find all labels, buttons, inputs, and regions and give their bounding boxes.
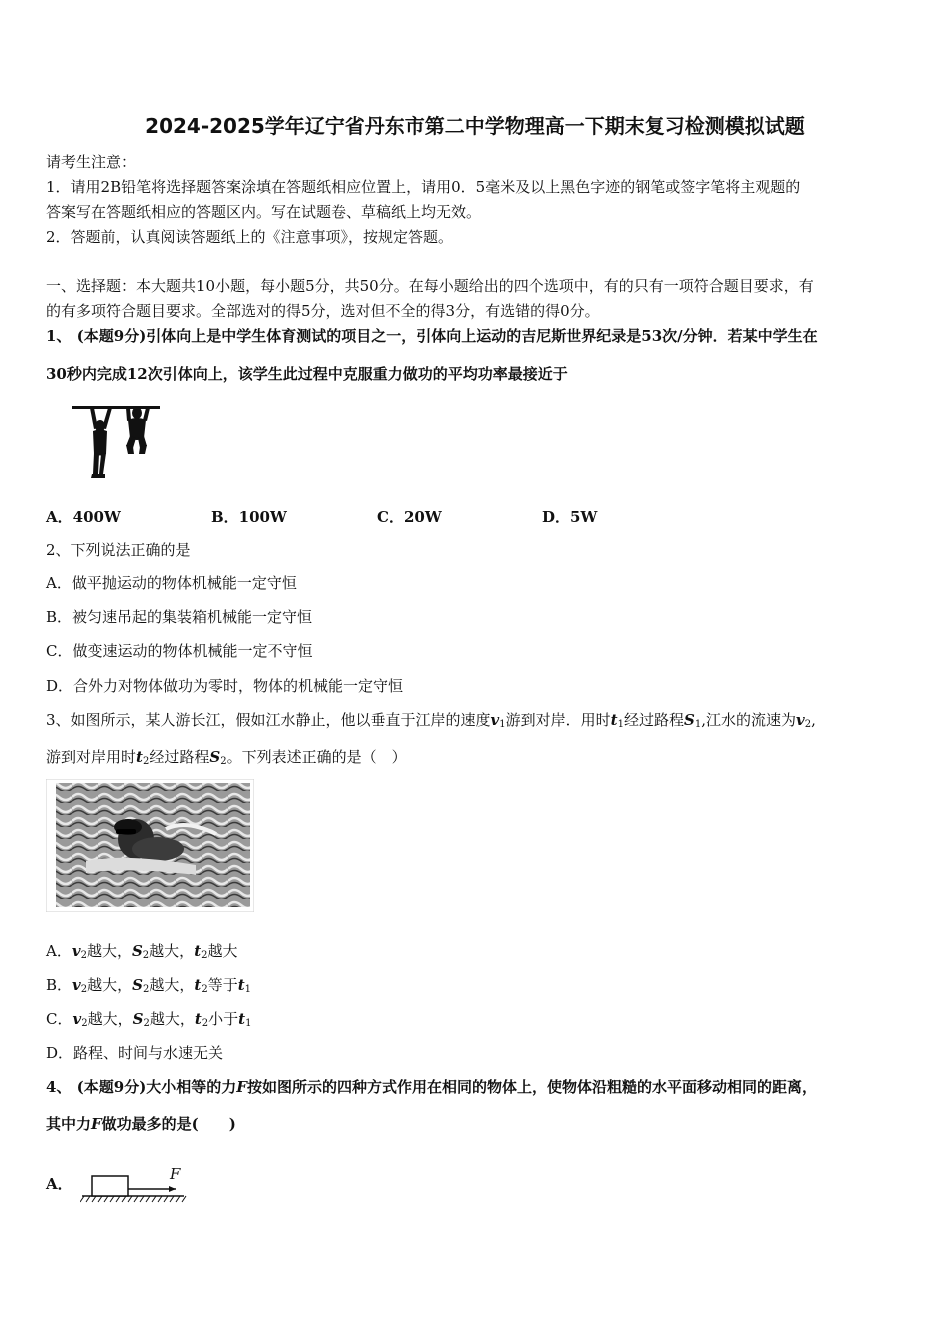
q3-l1-c: 经过路程 — [623, 711, 684, 729]
q3-b-ts: 2 — [201, 984, 208, 995]
q3-l1-t1: t — [610, 711, 618, 729]
q3-option-d[interactable]: D．路程、时间与水速无关 — [46, 1044, 224, 1062]
q3-l1-v1-sub: 1 — [499, 719, 506, 730]
q3-a-vs: 2 — [80, 950, 87, 961]
q3-c-S: S — [132, 1010, 144, 1028]
q3-option-b[interactable] — [46, 975, 251, 1000]
pullup-figure — [70, 398, 162, 484]
q3-b-S: S — [132, 976, 143, 994]
q3-c-v: v — [72, 1010, 82, 1028]
swimmer-photo — [46, 779, 254, 912]
q3-c-ts: 2 — [201, 1018, 209, 1029]
q3-l1-v2: v — [795, 711, 805, 729]
q3-option-c[interactable] — [46, 1009, 251, 1034]
q3-b-vs: 2 — [80, 984, 88, 995]
q4-l2-F: F — [91, 1115, 102, 1133]
q3-c-Ss: 2 — [143, 1018, 150, 1029]
page-title: 2024-2025学年辽宁省丹东市第二中学物理高一下期末复习检测模拟试题 — [145, 114, 805, 138]
q3-c-m2: 越大， — [149, 1010, 195, 1028]
q3-l2-a: 游到对岸用时 — [46, 748, 137, 766]
q2-option-b[interactable]: B．被匀速吊起的集装箱机械能一定守恒 — [46, 608, 313, 626]
q4-l2-b: 做功最多的是( ) — [101, 1115, 236, 1133]
q3-a-m3: 越大 — [207, 942, 238, 960]
q3-c-t: t — [194, 1010, 202, 1028]
q3-l2-t2-sub: 2 — [142, 756, 150, 767]
q3-c-t2s: 1 — [245, 1018, 252, 1029]
force-diagram-a — [80, 1162, 190, 1206]
q3-c-vs: 2 — [81, 1018, 88, 1029]
notice-item1-line1: 1．请用2B铅笔将选择题答案涂填在答题纸相应位置上，请用0．5毫米及以上黑色字迹的钢笔或签字笔将主观题的 — [46, 178, 801, 196]
q1-stem-line2: 30秒内完成12次引体向上，该学生此过程中克服重力做功的平均功率最接近于 — [46, 365, 568, 383]
q3-l1-t1-sub: 1 — [617, 719, 624, 730]
q3-a-v: v — [71, 942, 81, 960]
q3-a-p: A． — [46, 942, 72, 960]
q3-a-m1: 越大， — [86, 942, 132, 960]
q3-l1-a: 3、如图所示，某人游长江，假如江水静止，他以垂直于江岸的速度 — [46, 711, 491, 729]
q3-l2-t2: t — [136, 748, 143, 766]
section1-line2: 的有多项符合题目要求。全部选对的得5分，选对但不全的得3分，有选错的得0分。 — [46, 302, 600, 320]
q3-c-p: C． — [46, 1010, 73, 1028]
force-label: F — [170, 1165, 181, 1183]
q3-b-m2: 越大， — [149, 976, 195, 994]
q3-l2-S2: S — [209, 748, 221, 766]
q3-b-v: v — [72, 976, 81, 994]
q3-l1-S1-sub: 1 — [694, 719, 702, 730]
q3-c-t2: t — [238, 1010, 246, 1028]
q4-l1-a: 4、 (本题9分)大小相等的力 — [46, 1078, 237, 1096]
q4-l2-a: 其中力 — [46, 1115, 92, 1133]
q3-stem-line2 — [46, 747, 407, 772]
notice-heading: 请考生注意： — [46, 153, 137, 171]
notice-item1-line2: 答案写在答题纸相应的答题区内。写在试题卷、草稿纸上均无效。 — [46, 203, 482, 221]
q4-l1-F: F — [236, 1078, 247, 1096]
q3-l1-v2-sub: 2 — [804, 719, 812, 730]
q3-l2-S2-sub: 2 — [220, 756, 227, 767]
q3-l1-d: ,江水的流速为 — [701, 711, 796, 729]
q2-stem: 2、下列说法正确的是 — [46, 541, 191, 559]
q3-a-t: t — [194, 942, 202, 960]
q4-stem-line2 — [46, 1114, 236, 1134]
q3-b-m3: 等于 — [207, 976, 238, 994]
q4-option-a-label[interactable]: A． — [46, 1175, 73, 1193]
q3-b-t: t — [194, 976, 202, 994]
q1-option-a[interactable]: A．400W — [46, 508, 121, 526]
q3-l1-e: , — [811, 711, 816, 729]
q3-option-a[interactable] — [46, 941, 238, 966]
q3-a-m2: 越大， — [149, 942, 195, 960]
q4-stem-line1 — [46, 1077, 817, 1097]
q3-b-m1: 越大， — [87, 976, 133, 994]
q3-b-p: B． — [46, 976, 73, 994]
q1-option-c[interactable]: C．20W — [377, 508, 442, 526]
q3-b-t2s: 1 — [244, 984, 252, 995]
section1-line1: 一、选择题：本大题共10小题，每小题5分，共50分。在每小题给出的四个选项中，有的只有一项符合题目要求，有 — [46, 277, 814, 295]
q2-option-d[interactable]: D．合外力对物体做功为零时，物体的机械能一定守恒 — [46, 677, 404, 695]
q3-l1-S1: S — [683, 711, 695, 729]
q3-b-t2: t — [237, 976, 245, 994]
q3-l1-b: 游到对岸．用时 — [505, 711, 611, 729]
q1-option-b[interactable]: B．100W — [211, 508, 287, 526]
q3-a-S: S — [131, 942, 143, 960]
q3-c-m3: 小于 — [208, 1010, 239, 1028]
q1-option-d[interactable]: D．5W — [542, 508, 598, 526]
q1-stem-line1: 1、 (本题9分)引体向上是中学生体育测试的项目之一，引体向上运动的吉尼斯世界纪录是53次/分钟．若某中学生在 — [46, 327, 818, 345]
q4-l1-b: 按如图所示的四种方式作用在相同的物体上，使物体沿粗糙的水平面移动相同的距离， — [246, 1078, 817, 1096]
q2-option-a[interactable]: A．做平抛运动的物体机械能一定守恒 — [46, 574, 297, 592]
q2-option-c[interactable]: C．做变速运动的物体机械能一定不守恒 — [46, 642, 313, 660]
q3-stem-line1 — [46, 710, 816, 735]
q3-l2-b: 经过路程 — [149, 748, 210, 766]
q3-l2-c: 。下列表述正确的是（ ） — [226, 748, 407, 766]
q3-b-Ss: 2 — [142, 984, 150, 995]
q3-l1-v1: v — [490, 711, 500, 729]
q3-a-ts: 2 — [201, 950, 208, 961]
q3-a-Ss: 2 — [142, 950, 150, 961]
notice-item2: 2．答题前，认真阅读答题纸上的《注意事项》，按规定答题。 — [46, 228, 454, 246]
q3-c-m1: 越大， — [87, 1010, 133, 1028]
